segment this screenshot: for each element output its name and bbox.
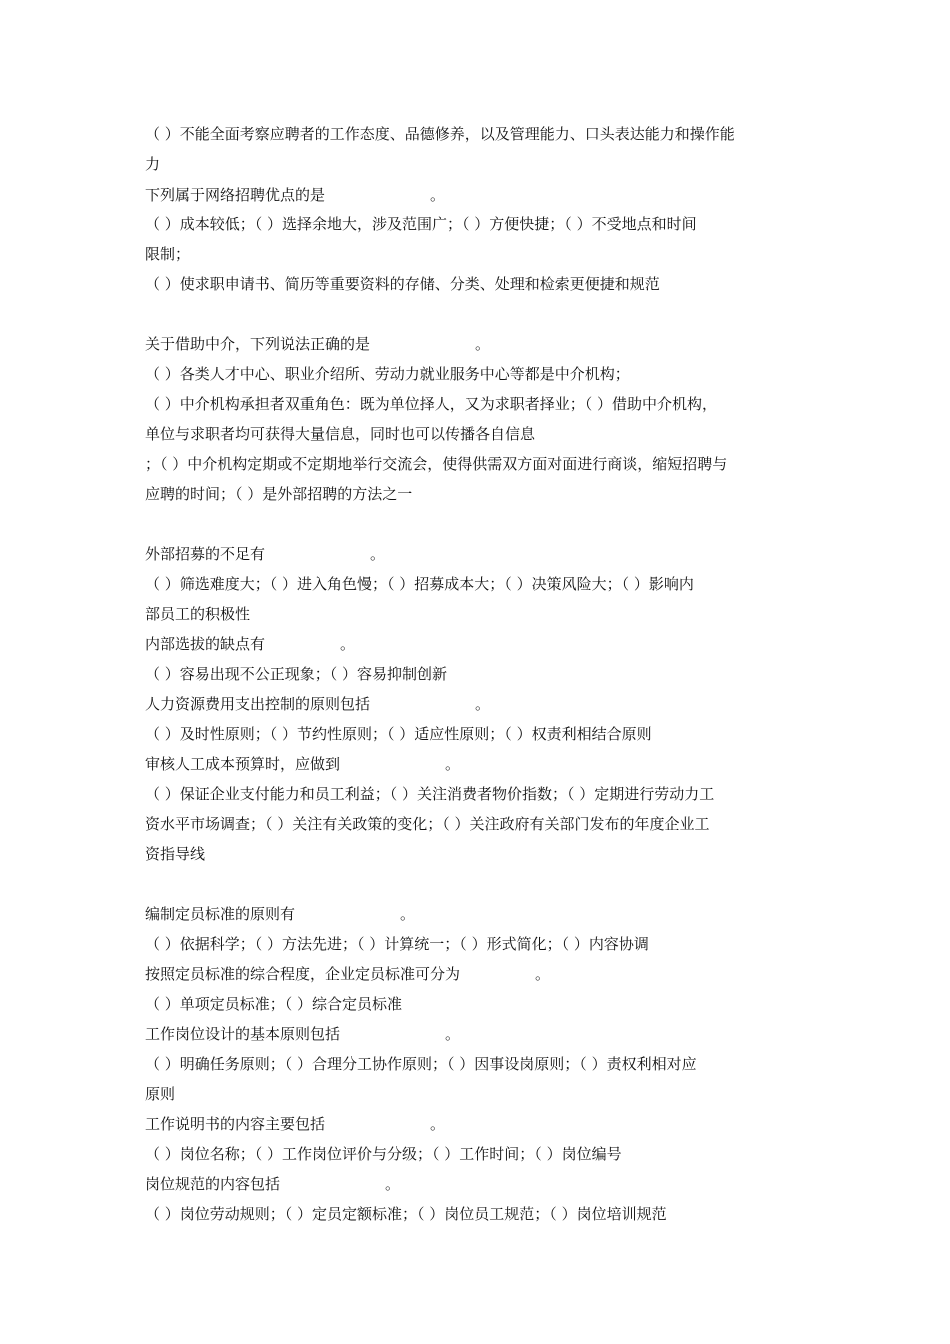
text-line: ；（ ）中介机构定期或不定期地举行交流会，使得供需双方面对面进行商谈，缩短招聘与	[145, 455, 728, 473]
text-line: 部员工的积极性	[145, 605, 251, 623]
text-line: （ ）容易出现不公正现象；（ ）容易抑制创新	[145, 665, 448, 683]
text-line: （ ）筛选难度大；（ ）进入角色慢；（ ）招募成本大；（ ）决策风险大；（ ）影响内	[145, 575, 694, 593]
text-line: （ ）明确任务原则；（ ）合理分工协作原则；（ ）因事设岗原则；（ ）责权利相对应	[145, 1055, 697, 1073]
text-line: （ ）依据科学；（ ）方法先进；（ ）计算统一；（ ）形式简化；（ ）内容协调	[145, 935, 649, 953]
text-line: （ ）岗位劳动规则；（ ）定员定额标准；（ ）岗位员工规范；（ ）岗位培训规范	[145, 1205, 667, 1223]
text-line: 原则	[145, 1085, 176, 1103]
question-line: 编制定员标准的原则有 。	[145, 905, 416, 923]
text-line: （ ）单项定员标准；（ ）综合定员标准	[145, 995, 403, 1013]
question-line: 审核人工成本预算时，应做到 。	[145, 755, 461, 773]
text-line: （ ）使求职申请书、简历等重要资料的存储、分类、处理和检索更便捷和规范	[145, 275, 660, 293]
question-line: 内部选拔的缺点有 。	[145, 635, 356, 653]
question-line: 下列属于网络招聘优点的是 。	[145, 186, 446, 204]
question-line: 人力资源费用支出控制的原则包括 。	[145, 695, 491, 713]
question-line: 关于借助中介，下列说法正确的是 。	[145, 335, 491, 353]
text-line: 资水平市场调查；（ ）关注有关政策的变化；（ ）关注政府有关部门发布的年度企业工	[145, 815, 710, 833]
text-line: （ ）不能全面考察应聘者的工作态度、品德修养，以及管理能力、口头表达能力和操作能	[145, 125, 735, 143]
question-line: 岗位规范的内容包括 。	[145, 1175, 401, 1193]
text-line: （ ）成本较低；（ ）选择余地大，涉及范围广；（ ）方便快捷；（ ）不受地点和时间	[145, 215, 697, 233]
text-line: （ ）保证企业支付能力和员工利益；（ ）关注消费者物价指数；（ ）定期进行劳动力工	[145, 785, 715, 803]
text-line: （ ）中介机构承担者双重角色：既为单位择人，又为求职者择业；（ ）借助中介机构，	[145, 395, 718, 413]
question-line: 工作岗位设计的基本原则包括 。	[145, 1025, 461, 1043]
question-line: 工作说明书的内容主要包括 。	[145, 1115, 446, 1133]
text-line: 单位与求职者均可获得大量信息，同时也可以传播各自信息	[145, 425, 536, 443]
question-line: 外部招募的不足有 。	[145, 545, 386, 563]
text-line: 应聘的时间；（ ）是外部招聘的方法之一	[145, 485, 413, 503]
text-line: （ ）岗位名称；（ ）工作岗位评价与分级；（ ）工作时间；（ ）岗位编号	[145, 1145, 622, 1163]
text-line: （ ）及时性原则；（ ）节约性原则；（ ）适应性原则；（ ）权责利相结合原则	[145, 725, 652, 743]
text-line: （ ）各类人才中心、职业介绍所、劳动力就业服务中心等都是中介机构；	[145, 365, 630, 383]
question-line: 按照定员标准的综合程度，企业定员标准可分为 。	[145, 965, 551, 983]
text-line: 资指导线	[145, 845, 206, 863]
text-line: 限制；	[145, 245, 191, 263]
text-line: 力	[145, 155, 161, 173]
